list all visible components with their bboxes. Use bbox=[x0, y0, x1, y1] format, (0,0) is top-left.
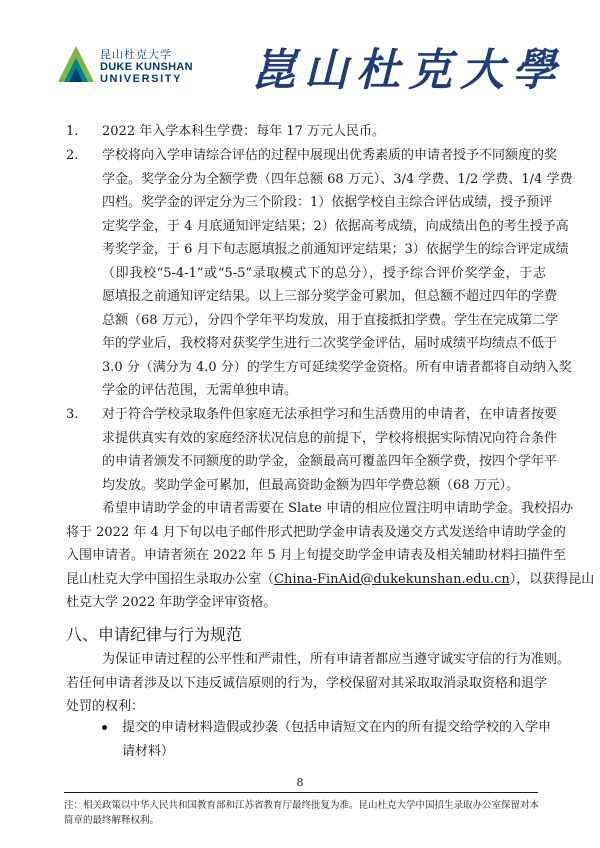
text-line: 若任何申请者涉及以下违反诚信原则的行为，学校保留对其采取取消录取资格和退学 bbox=[66, 675, 548, 691]
email-link[interactable]: China-FinAid@dukekunshan.edu.cn bbox=[274, 571, 510, 587]
calligraphy-title: 崑山杜克大學 bbox=[252, 45, 564, 96]
text-line: 愿填报之前通知评定结果。以上三部分奖学金可累加，但总额不超过四年的学费 bbox=[102, 289, 558, 304]
list-item-number: 1. bbox=[66, 124, 79, 139]
text-line: 2022 年入学本科生学费：每年 17 万元人民币。 bbox=[102, 124, 386, 139]
page-number: 8 bbox=[296, 776, 304, 789]
text-line: 求提供真实有效的家庭经济状况信息的前提下，学校将根据实际情况向符合条件 bbox=[102, 430, 558, 446]
text-line: 均发放。奖助学金可累加，但最高资助金额为四年学费总额（68 万元）。 bbox=[102, 477, 520, 493]
text-line: 四档。奖学金的评定分为三个阶段：1）依据学校自主综合评估成绩，授予预评 bbox=[102, 195, 553, 210]
text-line: 学金的评估范围，无需单独申请。 bbox=[102, 383, 298, 398]
text-line: 考奖学金，于 6 月下旬志愿填报之前通知评定结果；3）依据学生的综合评定成绩 bbox=[102, 242, 569, 257]
list-item-text bbox=[102, 144, 573, 403]
section-intro-paragraph bbox=[66, 648, 571, 719]
section-heading: 八、申请纪律与行为规范 bbox=[66, 625, 243, 644]
logo-english-name-line1: DUKE KUNSHAN bbox=[100, 61, 193, 73]
text-line bbox=[66, 568, 595, 592]
text-line: 年的学业后，我校将对获奖学生进行二次奖学金评估，届时成绩平均绩点不低于 bbox=[102, 336, 558, 351]
logo-chinese-name: 昆山杜克大学 bbox=[100, 48, 172, 61]
text-line: 学金。奖学金分为全额学费（四年总额 68 万元）、3/4 学费、1/2 学费、1/4 学费 bbox=[102, 171, 573, 187]
text-line: 学校将向入学申请综合评估的过程中展现出优秀素质的申请者授予不同额度的奖 bbox=[102, 148, 558, 163]
logo-english-name-line2: UNIVERSITY bbox=[100, 73, 183, 85]
logo-mountain-icon bbox=[56, 44, 96, 84]
text-line: 对于符合学校录取条件但家庭无法承担学习和生活费用的申请者，在申请者按要 bbox=[102, 407, 558, 422]
footer-divider bbox=[64, 792, 538, 793]
financial-aid-paragraph bbox=[66, 497, 595, 615]
text-line: （即我校“5-4-1”或“5-5”录取模式下的总分），授予综合评价奖学金，于志 bbox=[102, 265, 546, 281]
text-line: 提交的申请材料造假或抄袭（包括申请短文在内的所有提交给学校的入学申 bbox=[122, 720, 552, 735]
text-segment: 昆山杜克大学中国招生录取办公室（ bbox=[66, 571, 275, 587]
text-line: 请材料） bbox=[122, 743, 175, 759]
university-logo bbox=[56, 44, 206, 90]
text-line: 杜克大学 2022 年助学金评审资格。 bbox=[66, 595, 277, 610]
bullet-dot-icon bbox=[102, 725, 107, 730]
list-item-text bbox=[102, 120, 546, 144]
text-line: 总额（68 万元），分四个学年平均发放，用于直接抵扣学费。学生在完成第二学 bbox=[102, 312, 559, 328]
list-item-text bbox=[102, 403, 558, 497]
text-line: 入围申请者。申请者须在 2022 年 5 月上旬提交助学金申请表及相关辅助材料扫描件至 bbox=[66, 548, 566, 563]
footer-note bbox=[64, 798, 544, 828]
text-line: 处罚的权利： bbox=[66, 699, 145, 714]
text-line: 的申请者颁发不同额度的助学金，金额最高可覆盖四年全额学费，按四个学年平 bbox=[102, 454, 558, 469]
list-item-number: 3. bbox=[66, 407, 79, 422]
text-line: 3.0 分（满分为 4.0 分）的学生方可延续奖学金资格。所有申请者都将自动纳入奖 bbox=[102, 359, 572, 375]
text-line: 定奖学金，于 4 月底通知评定结果；2）依据高考成绩，向成绩出色的考生授予高 bbox=[102, 218, 569, 234]
page-header bbox=[0, 0, 600, 100]
text-line: 希望申请助学金的申请者需要在 Slate 申请的相应位置注明申请助学金。我校招办 bbox=[102, 501, 573, 516]
bullet-text bbox=[122, 716, 552, 763]
text-line: 将于 2022 年 4 月下旬以电子邮件形式把助学金申请表及递交方式发送给申请助学金的 bbox=[66, 524, 566, 540]
text-line: 注：相关政策以中华人民共和国教育部和江苏省教育厅最终批复为准。昆山杜克大学中国招生录取办公室保留对本 bbox=[64, 800, 540, 811]
text-segment: ），以获得昆山 bbox=[509, 571, 595, 587]
text-line: 简章的最终解释权利。 bbox=[64, 815, 160, 826]
list-item-number: 2. bbox=[66, 148, 79, 163]
text-line: 为保证申请过程的公平性和严肃性，所有申请者都应当遵守诚实守信的行为准则。 bbox=[102, 652, 571, 667]
